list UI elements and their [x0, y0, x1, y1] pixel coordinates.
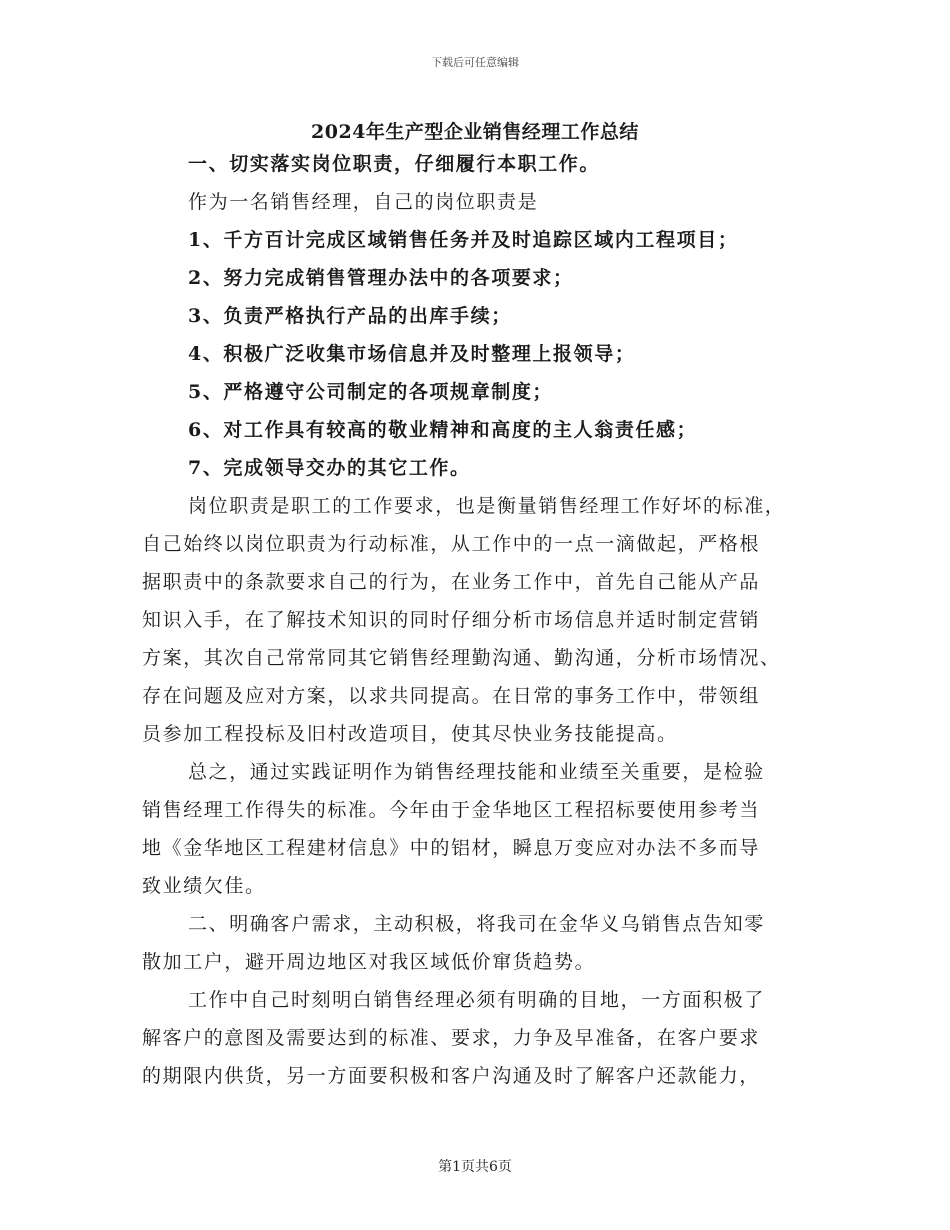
- paragraph-line: 总之，通过实践证明作为销售经理技能和业绩至关重要，是检验: [188, 761, 765, 783]
- paragraph-line: 员参加工程投标及旧村改造项目，使其尽快业务技能提高。: [142, 723, 678, 745]
- duty-item: 3、负责严格执行产品的出库手续；: [188, 305, 512, 327]
- paragraph-line: 自己始终以岗位职责为行动标准，从工作中的一点一滴做起，严格根: [142, 533, 761, 555]
- paragraph-line: 解客户的意图及需要达到的标准、要求，力争及早准备，在客户要求: [142, 1027, 761, 1049]
- duty-item: 1、千方百计完成区域销售任务并及时追踪区域内工程项目；: [188, 229, 739, 251]
- paragraph-line: 知识入手，在了解技术知识的同时仔细分析市场信息并适时制定营销: [142, 609, 761, 631]
- section-heading-2-cont: 散加工户，避开周边地区对我区域低价窜货趋势。: [142, 951, 596, 973]
- header-note: 下载后可任意编辑: [431, 56, 519, 69]
- paragraph-line: 的期限内供货，另一方面要积极和客户沟通及时了解客户还款能力，: [142, 1065, 761, 1087]
- duty-item: 2、努力完成销售管理办法中的各项要求；: [188, 267, 574, 289]
- page-footer: 第1页共6页: [438, 1159, 512, 1175]
- duty-item: 5、严格遵守公司制定的各项规章制度；: [188, 381, 554, 403]
- section-heading-2: 二、明确客户需求，主动积极，将我司在金华义乌销售点告知零: [188, 913, 765, 935]
- paragraph-line: 方案，其次自己常常同其它销售经理勤沟通、勤沟通，分析市场情况、: [142, 647, 781, 669]
- paragraph-line: 致业绩欠佳。: [142, 875, 266, 897]
- paragraph-line: 工作中自己时刻明白销售经理必须有明确的目地，一方面积极了: [188, 989, 765, 1011]
- paragraph-line: 据职责中的条款要求自己的行为，在业务工作中，首先自己能从产品: [142, 571, 761, 593]
- paragraph-line: 岗位职责是职工的工作要求，也是衡量销售经理工作好坏的标准，: [188, 495, 786, 517]
- paragraph-line: 存在问题及应对方案，以求共同提高。在日常的事务工作中，带领组: [142, 685, 761, 707]
- duty-item: 7、完成领导交办的其它工作。: [188, 457, 471, 479]
- duty-item: 4、积极广泛收集市场信息并及时整理上报领导；: [188, 343, 636, 365]
- paragraph-line: 销售经理工作得失的标准。今年由于金华地区工程招标要使用参考当: [142, 799, 761, 821]
- intro-line: 作为一名销售经理，自己的岗位职责是: [188, 191, 539, 213]
- duty-item: 6、对工作具有较高的敬业精神和高度的主人翁责任感；: [188, 419, 698, 441]
- paragraph-line: 地《金华地区工程建材信息》中的铝材，瞬息万变应对办法不多而导: [142, 837, 761, 859]
- document-title: 2024年生产型企业销售经理工作总结: [311, 121, 639, 143]
- section-heading-1: 一、切实落实岗位职责，仔细履行本职工作。: [188, 153, 601, 175]
